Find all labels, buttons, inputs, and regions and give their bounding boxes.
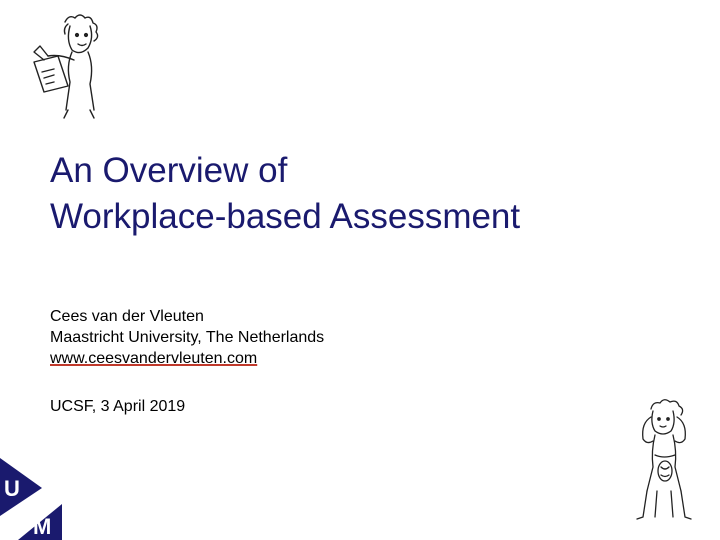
- logo-letter-top: U: [4, 476, 20, 501]
- title-line-2: Workplace-based Assessment: [50, 197, 521, 236]
- university-logo: [0, 458, 62, 540]
- website-link[interactable]: www.ceesvandervleuten.com: [50, 350, 258, 367]
- logo-letter-bottom: M: [33, 514, 52, 539]
- affiliation: Maastricht University, The Netherlands: [50, 329, 325, 346]
- figure-sketch-icon: [625, 395, 705, 525]
- slide-title: [50, 148, 670, 240]
- figure-sketch-icon: [20, 10, 120, 120]
- presenter-info: [50, 306, 324, 369]
- author-name: Cees van der Vleuten: [50, 308, 204, 325]
- event-date: UCSF, 3 April 2019: [50, 398, 186, 415]
- title-line-1: An Overview of: [50, 151, 288, 190]
